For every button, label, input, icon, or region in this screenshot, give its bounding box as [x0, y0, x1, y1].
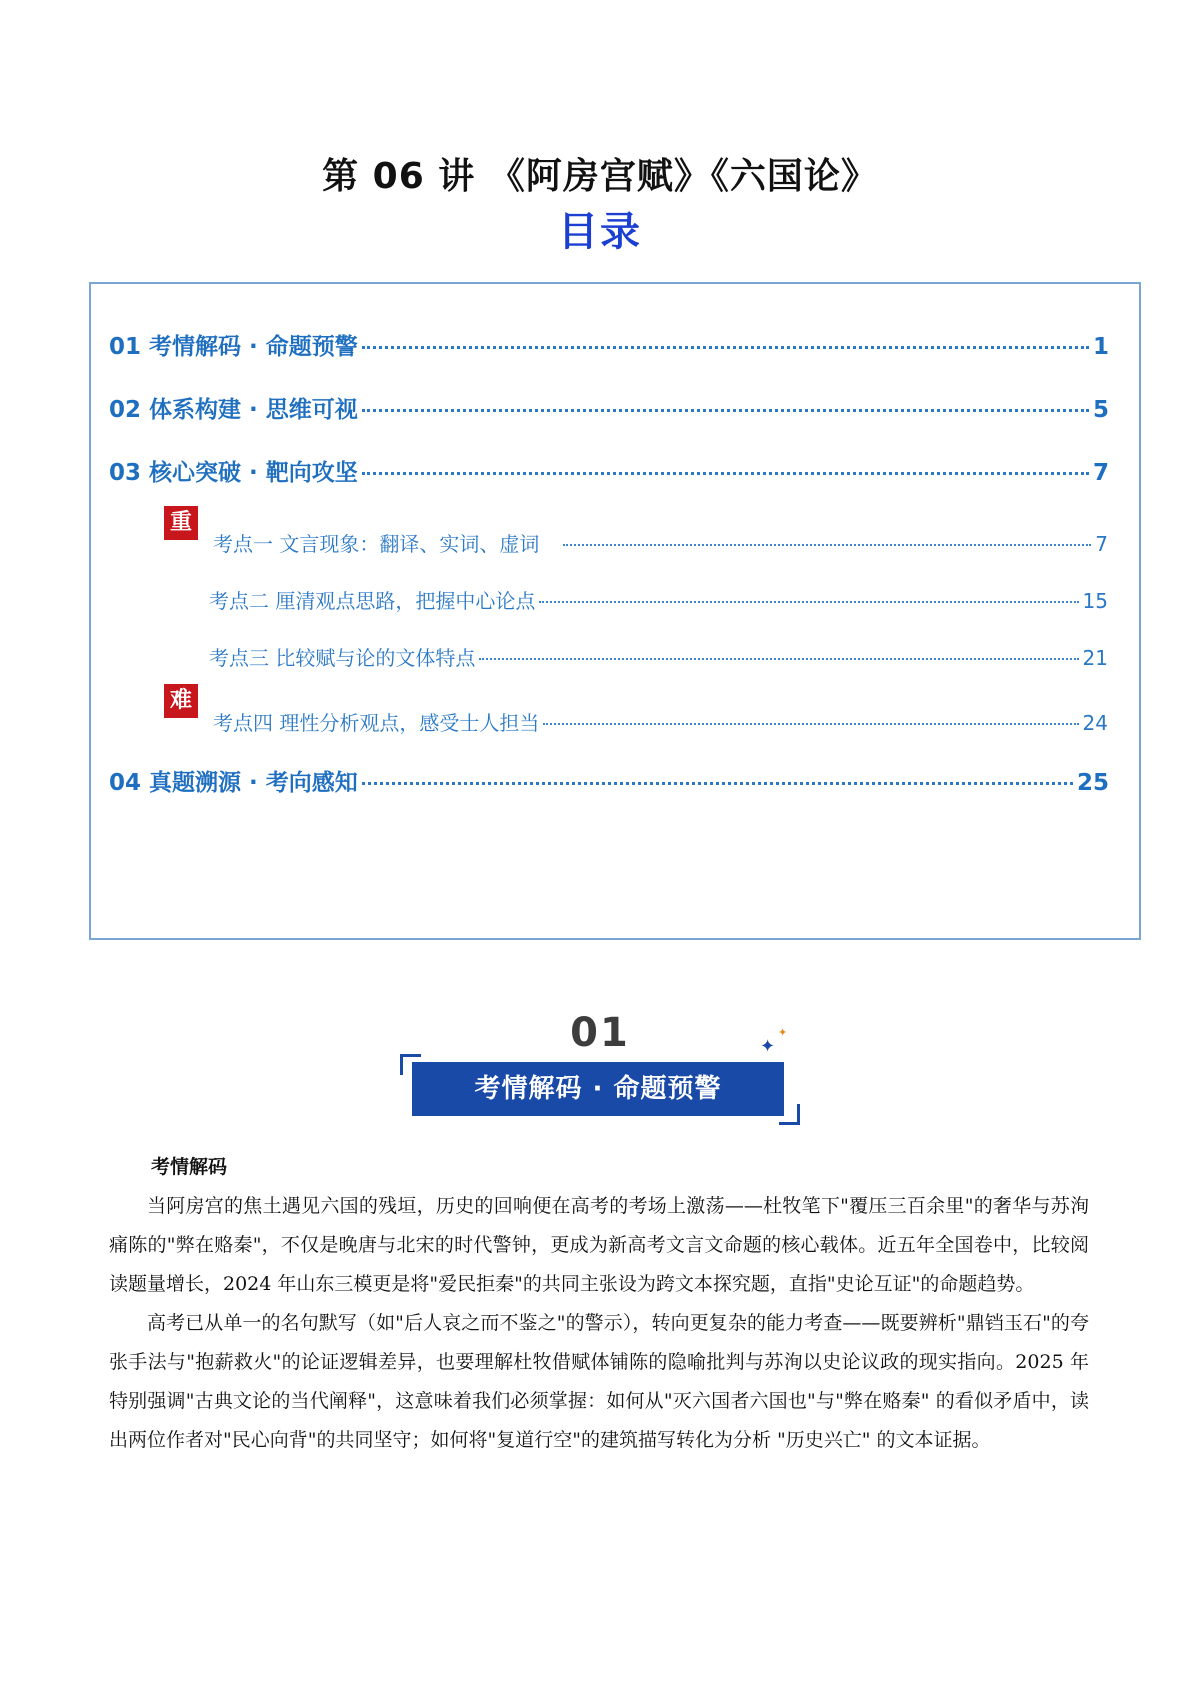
toc-item-page: 5	[1092, 397, 1109, 423]
toc-leader-dots	[563, 544, 1091, 546]
toc-leader-dots	[479, 658, 1078, 660]
toc-leader-dots	[543, 723, 1078, 725]
sparkle-icon: ✦	[778, 1026, 788, 1039]
toc-leader-dots	[539, 601, 1078, 603]
toc-subitem-label: 考点一 文言现象：翻译、实词、虚词	[213, 532, 540, 556]
toc-item-page: 25	[1076, 770, 1109, 796]
difficult-point-badge: 难	[164, 684, 198, 718]
toc-subitem-page: 21	[1082, 646, 1108, 670]
toc-subitem-label: 考点四 理性分析观点，感受士人担当	[213, 711, 540, 735]
article-paragraph: 高考已从单一的名句默写（如"后人哀之而不鉴之"的警示），转向更复杂的能力考查——既要辨析"鼎铛玉石"的夸张手法与"抱薪救火"的论证逻辑差异，也要理解杜牧借赋体铺陈的隐喻批判与苏洵以史论议政的现实指向。2025 年特别强调"古典文论的当代阐释"，这意味着我们必须掌握：如何从"灭六国者六国也"与"弊在赂秦" 的看似矛盾中，读出两位作者对"民心向背"的共同坚守；如何将"复道行空"的建筑描写转化为分析 "历史兴亡" 的文本证据。	[109, 1312, 1089, 1451]
toc-item-01[interactable]	[109, 328, 1109, 361]
toc-item-03[interactable]	[109, 454, 1109, 487]
article-paragraph: 当阿房宫的焦土遇见六国的残垣，历史的回响便在高考的考场上激荡——杜牧笔下"覆压三百余里"的奢华与苏洵痛陈的"弊在赂秦"，不仅是晚唐与北宋的时代警钟，更成为新高考文言文命题的核心载体。近五年全国卷中，比较阅读题量增长，2024 年山东三模更是将"爱民拒秦"的共同主张设为跨文本探究题，直指"史论互证"的命题趋势。	[109, 1195, 1089, 1295]
toc-subitem-3[interactable]	[209, 642, 1108, 671]
toc-item-label: 04 真题溯源 · 考向感知	[109, 770, 358, 796]
toc-subitem-4[interactable]	[213, 707, 1108, 736]
toc-subitem-page: 15	[1082, 589, 1108, 613]
key-point-badge: 重	[164, 506, 198, 540]
toc-item-02[interactable]	[109, 391, 1109, 424]
toc-item-page: 7	[1092, 460, 1109, 486]
toc-item-label: 01 考情解码 · 命题预警	[109, 334, 358, 360]
article-heading: 考情解码	[151, 1156, 228, 1178]
toc-subitem-page: 24	[1082, 711, 1108, 735]
toc-leader-dots	[362, 472, 1089, 475]
table-of-contents	[89, 282, 1141, 940]
section-title: 考情解码 · 命题预警	[412, 1062, 784, 1116]
toc-heading: 目录	[558, 209, 642, 255]
toc-subitem-page: 7	[1095, 532, 1108, 556]
toc-item-04[interactable]	[109, 764, 1109, 797]
toc-leader-dots	[362, 782, 1073, 785]
toc-item-page: 1	[1092, 334, 1109, 360]
section-number: 01	[570, 1010, 630, 1056]
sparkle-icon: ✦	[760, 1036, 776, 1057]
toc-leader-dots	[362, 346, 1089, 349]
banner-corner-bracket	[779, 1104, 800, 1125]
toc-subitem-2[interactable]	[209, 585, 1108, 614]
article-body	[109, 1148, 1089, 1460]
page-title: 第 06 讲 《阿房宫赋》《六国论》	[322, 156, 878, 197]
toc-leader-dots	[362, 409, 1089, 412]
toc-subitem-1[interactable]	[213, 528, 1108, 557]
toc-subitem-label: 考点二 厘清观点思路，把握中心论点	[209, 589, 536, 613]
toc-item-label: 02 体系构建 · 思维可视	[109, 397, 358, 423]
section-banner	[400, 1010, 800, 1120]
toc-subitem-label: 考点三 比较赋与论的文体特点	[209, 646, 476, 670]
toc-item-label: 03 核心突破 · 靶向攻坚	[109, 460, 358, 486]
